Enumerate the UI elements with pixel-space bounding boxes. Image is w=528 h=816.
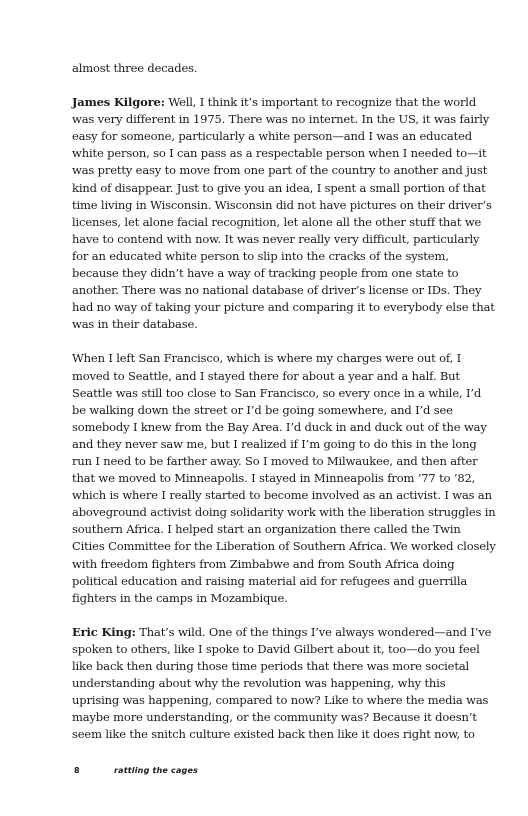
paragraph-james-kilgore <box>72 94 496 333</box>
paragraph-text: That’s wild. One of the things I’ve always wondered—and I’ve spoken to others, like I spoke to David Gilbert about it, too—do you feel like back then during those time periods that there was more societal understanding about why the revolution was happening, why this uprising was happening, compared to now? Like to where the media was maybe more understanding, or the community was? Because it doesn’t seem like the snitch culture existed back then like it does right now, to <box>72 624 492 742</box>
speaker-name: James Kilgore: <box>72 95 165 110</box>
page-number: 8 <box>74 766 80 775</box>
paragraph-eric-king <box>72 624 496 744</box>
paragraph-continuation <box>72 60 496 77</box>
paragraph-james-kilgore-continued <box>72 350 496 606</box>
running-title: rattling the cages <box>114 766 199 775</box>
page-body <box>72 60 496 760</box>
paragraph-text: almost three decades. <box>72 61 198 75</box>
speaker-name: Eric King: <box>72 624 136 639</box>
paragraph-text: When I left San Francisco, which is where my charges were out of, I moved to Seattle, and I stayed there for about a year and a half. But Seattle was still too close to San Francisco, so every once in a while, I’d be walking down the street or I’d be going somewhere, and I’d see somebody I knew from the Bay Area. I’d duck in and duck out of the way and they never saw me, but I realized if I’m going to do this in the long run I need to be farther away. So I moved to Milwaukee, and then after that we moved to Minneapolis. I stayed in Minneapolis from ’77 to ’82, which is where I really started to become involved as an activist. I was an aboveground activist doing solidarity work with the liberation struggles in southern Africa. I helped start an organization there called the Twin Cities Committee for the Liberation of Southern Africa. We worked closely with freedom fighters from Zimbabwe and from South Africa doing political education and raising material aid for refugees and guerrilla fighters in the camps in Mozambique. <box>72 351 496 605</box>
paragraph-text: Well, I think it’s important to recognize that the world was very different in 1975. There was no internet. In the US, it was fairly easy for someone, particularly a white person—and I was an educated white person, so I can pass as a respectable person when I needed to—it was pretty easy to move from one part of the country to another and just kind of disappear. Just to give you an idea, I spent a small portion of that time living in Wisconsin. Wisconsin did not have pictures on their driver’s licenses, let alone facial recognition, let alone all the other stuff that we have to contend with now. It was never really very difficult, particularly for an educated white person to slip into the cracks of the system, because they didn’t have a way of tracking people from one state to another. There was no national database of driver’s license or IDs. They had no way of taking your picture and comparing it to everybody else that was in their database. <box>72 95 495 332</box>
page-footer <box>74 766 198 775</box>
